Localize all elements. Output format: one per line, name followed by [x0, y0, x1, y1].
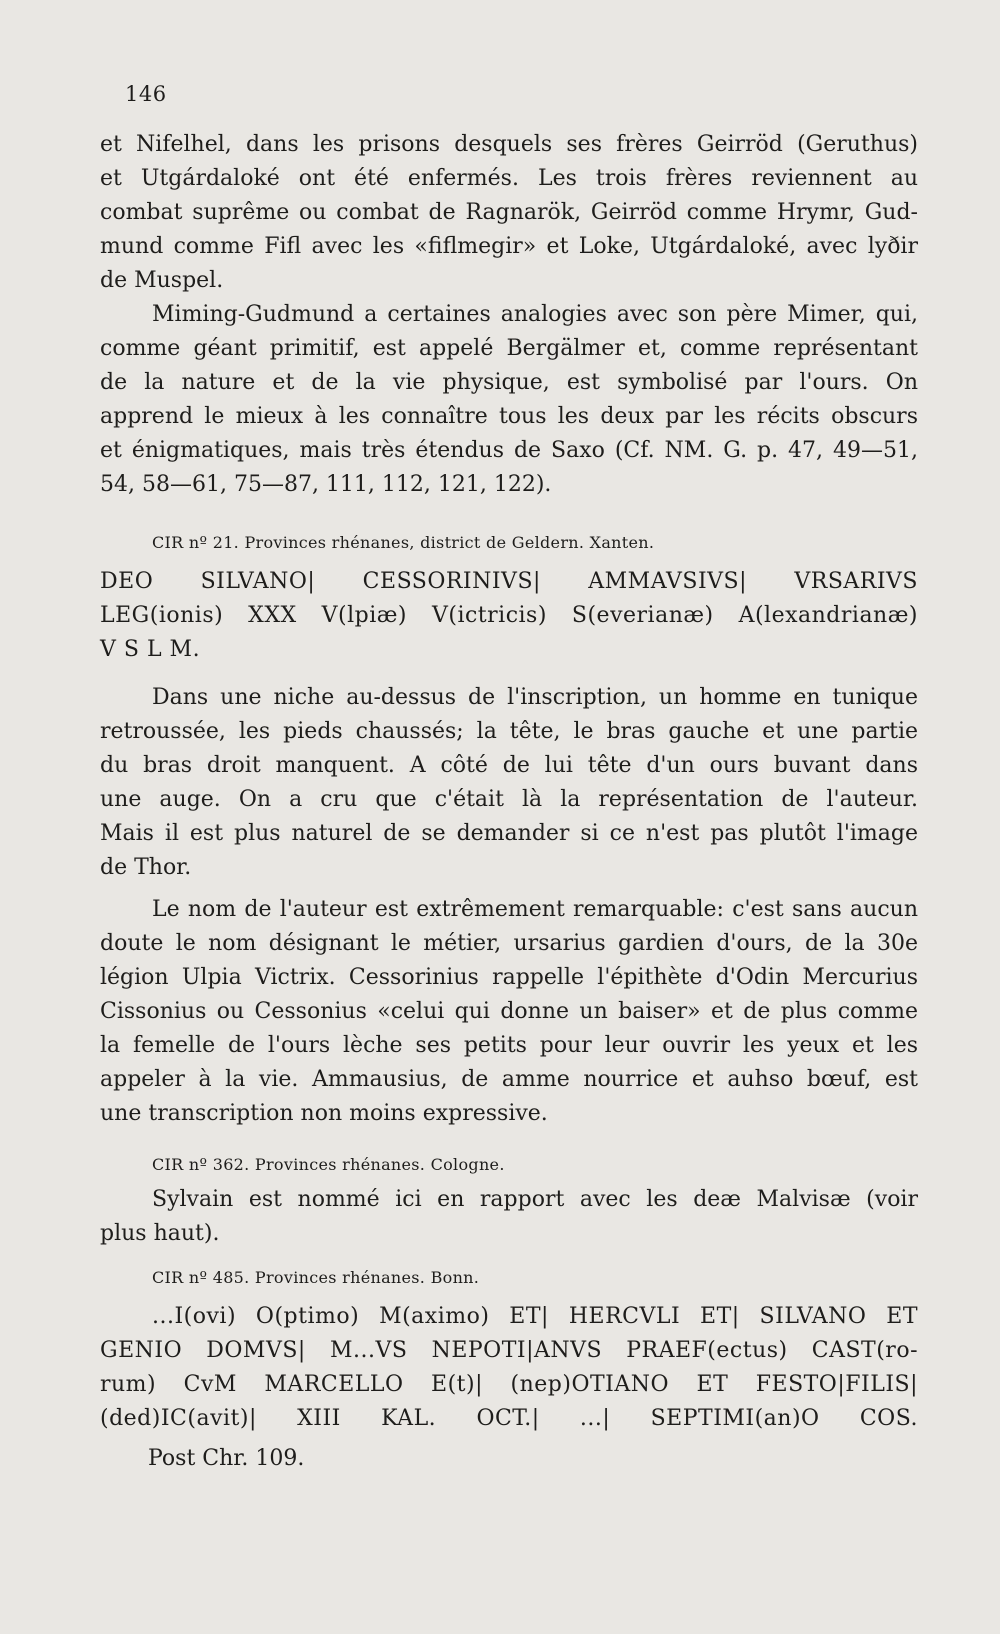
text-line: plus haut).: [100, 1221, 220, 1246]
reference-cir-21: CIR nº 21. Provinces rhénanes, district de Geldern. Xanten.: [152, 533, 655, 552]
text-line: retroussée, les pieds chaussés; la tête, le bras gauche et une partie: [100, 719, 918, 744]
text-line: apprend le mieux à les connaître tous les deux par les récits obscurs: [100, 404, 918, 429]
inscription-line: LEG(ionis) XXX V(lpiæ) V(ictricis) S(everianæ) A(lexandrianæ): [100, 603, 918, 628]
inscription-line: DEO SILVANO| CESSORINIVS| AMMAVSIVS| VRSARIVS: [100, 569, 918, 594]
inscription-line: ...I(ovi) O(ptimo) M(aximo) ET| HERCVLI ET| SILVANO ET: [152, 1304, 918, 1329]
text-line: Dans une niche au-dessus de l'inscription, un homme en tunique: [152, 685, 918, 710]
text-line: de Thor.: [100, 855, 192, 880]
text-line: et Nifelhel, dans les prisons desquels ses frères Geirröd (Geruthus): [100, 132, 918, 157]
paragraph-3: [100, 681, 918, 885]
text-line: Miming-Gudmund a certaines analogies avec son père Mimer, qui,: [152, 302, 918, 327]
paragraph-5: [100, 1183, 918, 1251]
text-line: une transcription non moins expressive.: [100, 1101, 548, 1126]
text-line: de Muspel.: [100, 268, 224, 293]
reference-cir-362: CIR nº 362. Provinces rhénanes. Cologne.: [152, 1155, 505, 1174]
inscription-line: V S L M.: [100, 637, 201, 662]
inscription-2: [100, 1300, 918, 1436]
paragraph-1: [100, 128, 918, 298]
text-line: appeler à la vie. Ammausius, de amme nourrice et auhso bœuf, est: [100, 1067, 918, 1092]
inscription-1: [100, 565, 918, 667]
text-line: 54, 58—61, 75—87, 111, 112, 121, 122).: [100, 472, 552, 497]
text-line: une auge. On a cru que c'était là la représentation de l'auteur.: [100, 787, 918, 812]
text-line: Cissonius ou Cessonius «celui qui donne un baiser» et de plus comme: [100, 999, 918, 1024]
inscription-line: (ded)IC(avit)| XIII KAL. OCT.| ...| SEPTIMI(an)O COS.: [100, 1406, 918, 1431]
text-line: et énigmatiques, mais très étendus de Saxo (Cf. NM. G. p. 47, 49—51,: [100, 438, 918, 463]
text-line: doute le nom désignant le métier, ursarius gardien d'ours, de la 30e: [100, 931, 918, 956]
paragraph-4: [100, 893, 918, 1131]
text-line: combat suprême ou combat de Ragnarök, Geirröd comme Hrymr, Gud-: [100, 200, 918, 225]
paragraph-2: [100, 298, 918, 502]
text-line: la femelle de l'ours lèche ses petits pour leur ouvrir les yeux et les: [100, 1033, 918, 1058]
text-line: Sylvain est nommé ici en rapport avec les deæ Malvisæ (voir: [152, 1187, 918, 1212]
text-line: comme géant primitif, est appelé Bergälmer et, comme représentant: [100, 336, 918, 361]
text-line: légion Ulpia Victrix. Cessorinius rappelle l'épithète d'Odin Mercurius: [100, 965, 918, 990]
text-line: du bras droit manquent. A côté de lui tête d'un ours buvant dans: [100, 753, 918, 778]
inscription-line: rum) CvM MARCELLO E(t)| (nep)OTIANO ET FESTO|FILIS|: [100, 1372, 918, 1397]
text-line: Mais il est plus naturel de se demander si ce n'est pas plutôt l'image: [100, 821, 918, 846]
post-chr-date: Post Chr. 109.: [148, 1446, 305, 1471]
reference-cir-485: CIR nº 485. Provinces rhénanes. Bonn.: [152, 1268, 480, 1287]
text-line: Le nom de l'auteur est extrêmement remarquable: c'est sans aucun: [152, 897, 918, 922]
page-number: 146: [125, 82, 167, 106]
text-line: mund comme Fifl avec les «fiflmegir» et Loke, Utgárdaloké, avec lyðir: [100, 234, 918, 259]
inscription-line: GENIO DOMVS| M...VS NEPOTI|ANVS PRAEF(ectus) CAST(ro-: [100, 1338, 918, 1363]
text-line: de la nature et de la vie physique, est symbolisé par l'ours. On: [100, 370, 918, 395]
text-line: et Utgárdaloké ont été enfermés. Les trois frères reviennent au: [100, 166, 918, 191]
